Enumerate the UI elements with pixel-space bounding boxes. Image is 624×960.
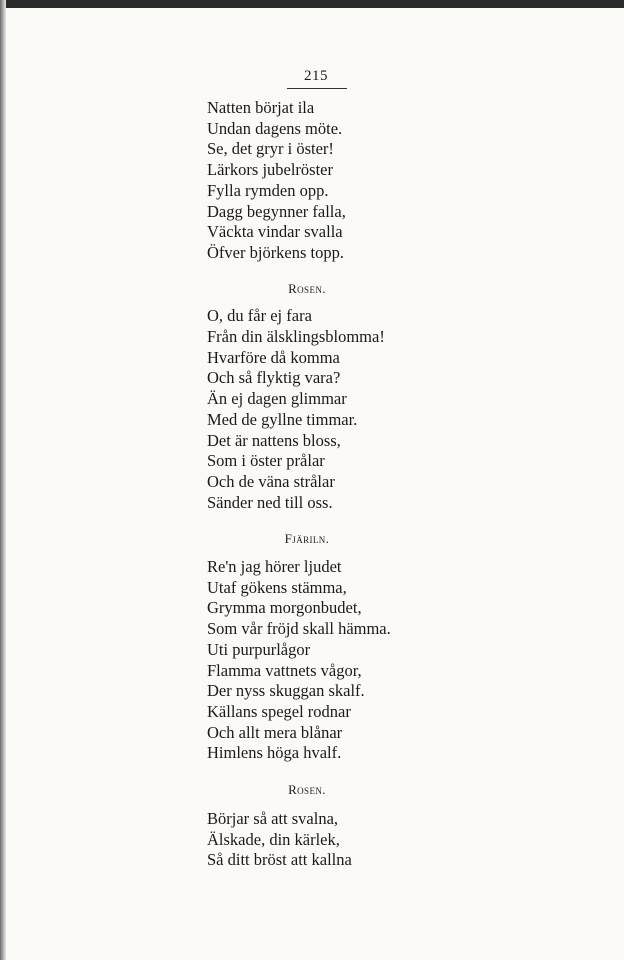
poem-text bbox=[207, 98, 467, 871]
scan-left-edge bbox=[0, 0, 6, 960]
page-number: 215 bbox=[304, 68, 328, 84]
poem-line: Hvarföre då komma bbox=[207, 347, 340, 367]
poem-line: Väckta vindar svalla bbox=[207, 222, 343, 242]
poem-line: Himlens höga hvalf. bbox=[207, 743, 342, 763]
poem-line: Re'n jag hörer ljudet bbox=[207, 557, 342, 577]
poem-line: Fylla rymden opp. bbox=[207, 180, 329, 200]
speaker-heading: Rosen. bbox=[288, 782, 326, 798]
poem-line: O, du får ej fara bbox=[207, 306, 312, 326]
poem-line: Öfver björkens topp. bbox=[207, 242, 345, 262]
poem-line: Utaf gökens stämma, bbox=[207, 577, 347, 597]
poem-line: Som vår fröjd skall hämma. bbox=[207, 619, 391, 639]
poem-line: Och så flyktig vara? bbox=[207, 368, 341, 388]
poem-line: Det är nattens bloss, bbox=[207, 430, 341, 450]
poem-line: Källans spegel rodnar bbox=[207, 701, 351, 721]
poem-line: Och allt mera blånar bbox=[207, 722, 343, 742]
speaker-heading: Rosen. bbox=[288, 280, 326, 296]
speaker-heading: Fjäriln. bbox=[284, 531, 330, 547]
poem-line: Så ditt bröst att kallna bbox=[207, 850, 352, 870]
poem-line: Natten börjat ila bbox=[207, 98, 315, 117]
poem-line: Älskade, din kärlek, bbox=[207, 829, 340, 849]
poem-line: Från din älsklingsblomma! bbox=[207, 327, 385, 347]
poem-line: Och de väna strålar bbox=[207, 471, 335, 491]
poem-line: Med de gyllne timmar. bbox=[207, 409, 358, 429]
poem-line: Flamma vattnets vågor, bbox=[207, 660, 362, 680]
poem-line: Grymma morgonbudet, bbox=[207, 598, 362, 618]
poem-line: Börjar så att svalna, bbox=[207, 808, 339, 828]
poem-line: Dagg begynner falla, bbox=[207, 201, 346, 221]
stanza bbox=[207, 809, 467, 871]
poem-line: Lärkors jubelröster bbox=[207, 160, 333, 180]
poem-line: Som i öster prålar bbox=[207, 451, 325, 471]
poem-line: Än ej dagen glimmar bbox=[207, 389, 347, 409]
poem-line: Undan dagens möte. bbox=[207, 118, 343, 138]
stanza bbox=[207, 306, 467, 513]
poem-line: Uti purpurlågor bbox=[207, 639, 311, 659]
scan-top-edge bbox=[0, 0, 624, 8]
poem-line: Der nyss skuggan skalf. bbox=[207, 681, 365, 701]
poem-line: Se, det gryr i öster! bbox=[207, 139, 334, 159]
stanza bbox=[207, 98, 467, 264]
page-number-rule bbox=[287, 88, 347, 89]
poem-line: Sänder ned till oss. bbox=[207, 492, 333, 512]
stanza bbox=[207, 557, 467, 764]
